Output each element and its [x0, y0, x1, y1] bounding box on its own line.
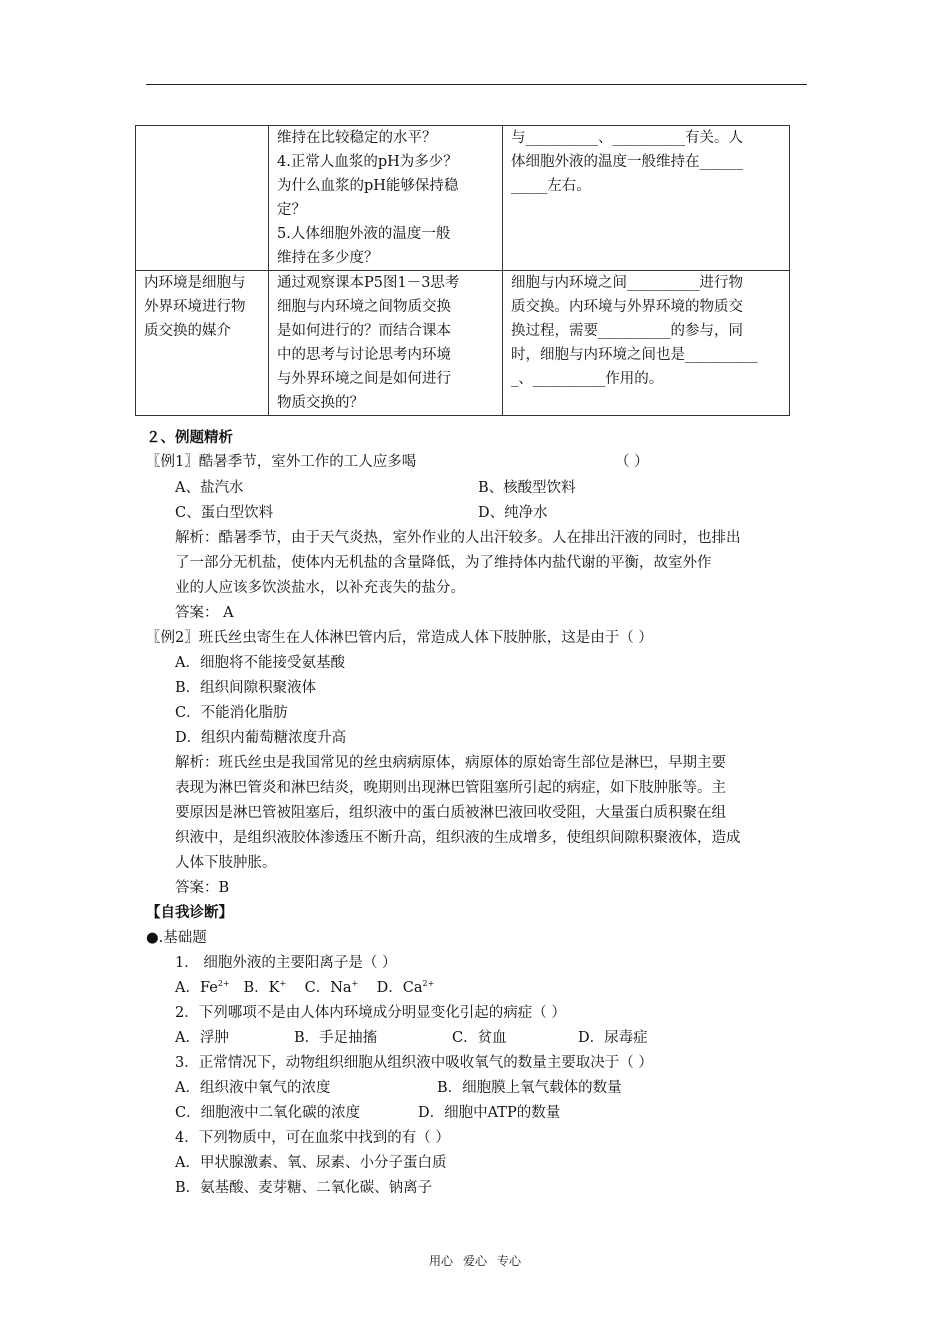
table-text-line: 与__________、__________有关。人: [511, 130, 743, 146]
example-2-analysis-line: 表现为淋巴管炎和淋巴结炎，晚期则出现淋巴管阻塞所引起的病症，如下肢肿胀等。主: [175, 780, 726, 796]
table-cell-questions: [269, 126, 503, 271]
table-text-line: 细胞与内环境之间物质交换: [277, 299, 451, 315]
example-1-option-b: B、核酸型饮料: [478, 480, 576, 496]
option-a: A．Fe: [175, 980, 218, 996]
table-text-line: 通过观察课本P5图1－3思考: [277, 275, 460, 291]
footer-word: 用心: [428, 1254, 453, 1268]
table-text-line: _、__________作用的。: [511, 371, 664, 387]
example-2-analysis-line: 要原因是淋巴管被阻塞后，组织液中的蛋白质被淋巴液回收受阻，大量蛋白质积聚在组: [175, 805, 726, 821]
table-text-line: 4.正常人血浆的pH为多少？: [277, 154, 458, 170]
example-2-analysis-line: 织液中，是组织液胶体渗透压不断升高，组织液的生成增多，使组织间隙积聚液体，造成: [175, 830, 741, 846]
table-text-line: 体细胞外液的温度一般维持在______: [511, 154, 743, 170]
table-text-line: _____左右。: [511, 178, 591, 194]
question-3-option-c: C．细胞液中二氧化碳的浓度: [175, 1105, 361, 1121]
table-text-line: 是如何进行的？而结合课本: [277, 323, 451, 339]
example-2-option-a: A．细胞将不能接受氨基酸: [175, 655, 345, 671]
table-text-line: 维持在多少度？: [277, 250, 379, 266]
footer-word: 专心: [497, 1254, 522, 1268]
superscript: +: [279, 979, 287, 988]
table-text-line: 细胞与内环境之间__________进行物: [511, 275, 743, 291]
example-1-analysis-line: 业的人应该多饮淡盐水，以补充丧失的盐分。: [175, 580, 465, 596]
content-table: [135, 125, 790, 416]
example-2-analysis-line: 人体下肢肿胀。: [175, 855, 277, 871]
question-2-option-a: A．浮肿: [175, 1030, 229, 1046]
option-d: D．Ca: [376, 980, 423, 996]
example-2-analysis-line: 解析：班氏丝虫是我国常见的丝虫病病原体，病原体的原始寄生部位是淋巴，早期主要: [175, 755, 726, 771]
option-b: B．K: [243, 980, 280, 996]
table-text-line: 5.人体细胞外液的温度一般: [277, 226, 451, 242]
table-cell-topic: [136, 271, 269, 416]
question-2-option-b: B．手足抽搐: [294, 1030, 378, 1046]
example-1-question: 〖例1〗酷暑季节，室外工作的工人应多喝: [146, 454, 417, 470]
example-2-option-c: C．不能消化脂肪: [175, 705, 288, 721]
table-row: [136, 126, 790, 271]
question-4: 4．下列物质中，可在血浆中找到的有（ ）: [175, 1130, 450, 1146]
question-3-option-b: B．细胞膜上氧气载体的数量: [437, 1080, 622, 1096]
header-rule: [146, 84, 807, 85]
table-text-line: 定？: [277, 202, 306, 218]
question-3: 3．正常情况下，动物组织细胞从组织液中吸收氧气的数量主要取决于（ ）: [175, 1055, 653, 1071]
table-cell-questions: [269, 271, 503, 416]
example-1-analysis-line: 了一部分无机盐，使体内无机盐的含量降低，为了维持体内盐代谢的平衡，故室外作: [175, 555, 712, 571]
superscript: 2+: [217, 979, 230, 988]
question-2-option-d: D．尿毒症: [578, 1030, 648, 1046]
example-1-option-c: C、蛋白型饮料: [175, 505, 274, 521]
table-text-line: 质交换。内环境与外界环境的物质交: [511, 299, 743, 315]
table-row: [136, 271, 790, 416]
example-2-question: 〖例2〗班氏丝虫寄生在人体淋巴管内后，常造成人体下肢肿胀，这是由于（ ）: [146, 630, 653, 646]
question-3-option-a: A．组织液中氧气的浓度: [175, 1080, 331, 1096]
question-4-option-a: A．甲状腺激素、氧、尿素、小分子蛋白质: [175, 1155, 447, 1171]
table-cell-answers: [503, 126, 790, 271]
footer-word: 爱心: [462, 1254, 487, 1268]
example-1-option-d: D、纯净水: [478, 505, 548, 521]
table-cell-answers: [503, 271, 790, 416]
self-check-heading: 【自我诊断】: [146, 904, 233, 921]
example-1-option-a: A、盐汽水: [175, 480, 244, 496]
table-cell-topic: [136, 126, 269, 271]
example-2-option-b: B．组织间隙积聚液体: [175, 680, 317, 696]
page-footer: [0, 1252, 950, 1269]
question-2-option-c: C．贫血: [452, 1030, 507, 1046]
table-text-line: 与外界环境之间是如何进行: [277, 371, 451, 387]
example-2-option-d: D．组织内葡萄糖浓度升高: [175, 730, 347, 746]
table-text-line: 为什么血浆的pH能够保持稳: [277, 178, 459, 194]
table-text-line: 外界环境进行物: [144, 299, 246, 315]
section-heading: ２、例题精析: [146, 429, 233, 446]
example-1-analysis-line: 解析：酷暑季节，由于天气炎热，室外作业的人出汗较多。人在排出汗液的同时，也排出: [175, 530, 741, 546]
basic-questions-heading: ●.基础题: [146, 930, 207, 946]
table-text-line: 内环境是细胞与: [144, 275, 246, 291]
table-text-line: 换过程，需要__________的参与，同: [511, 323, 743, 339]
example-2-answer: 答案：B: [175, 880, 230, 896]
superscript: +: [351, 979, 359, 988]
question-3-option-d: D．细胞中ATP的数量: [418, 1105, 561, 1121]
table-text-line: 维持在比较稳定的水平？: [277, 130, 437, 146]
example-1-answer: 答案： A: [175, 605, 234, 621]
example-1-paren: （ ）: [615, 454, 649, 470]
table-text-line: 时，细胞与内环境之间也是__________: [511, 347, 758, 363]
question-4-option-b: B．氨基酸、麦芽糖、二氧化碳、钠离子: [175, 1180, 433, 1196]
table-text-line: 物质交换的？: [277, 395, 364, 411]
superscript: 2+: [422, 979, 435, 988]
question-1-options: [175, 976, 434, 1000]
option-c: C．Na: [304, 980, 352, 996]
question-1: 1． 细胞外液的主要阳离子是（ ）: [175, 955, 397, 971]
question-2: 2．下列哪项不是由人体内环境成分明显变化引起的病症（ ）: [175, 1005, 566, 1021]
table-text-line: 质交换的媒介: [144, 323, 231, 339]
table-text-line: 中的思考与讨论思考内环境: [277, 347, 451, 363]
